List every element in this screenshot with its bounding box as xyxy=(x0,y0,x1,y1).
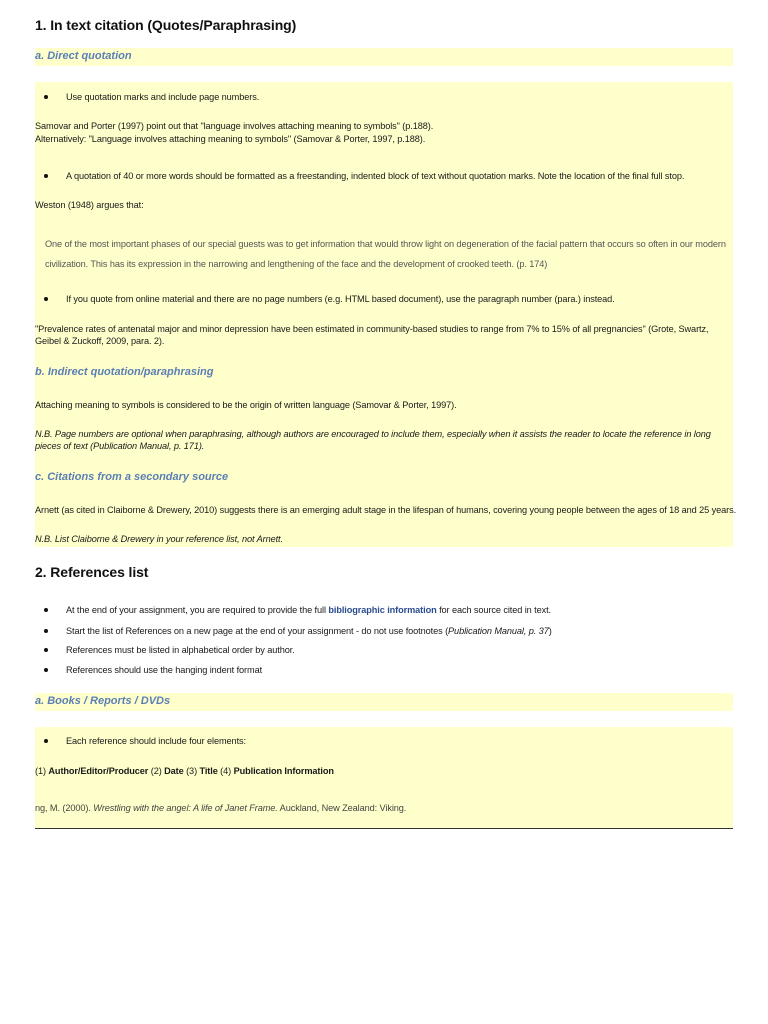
weston-block-quote: One of the most important phases of our special guests was to get information that would throw light on degeneration of the facial pattern that occurs so often in our modern civilization. This has its expression in the narrowing and lengthening of the face and the development of crooked teeth. (p. 174) xyxy=(45,239,726,269)
bottom-rule xyxy=(35,828,733,829)
secondary-source-example: Arnett (as cited in Claiborne & Drewery, 2010) suggests there is an emerging adult stage in the lifespan of humans, covering young people between the ages of 18 and 25 years. xyxy=(35,505,737,515)
bullet-hanging-indent: References should use the hanging indent format xyxy=(66,665,263,675)
element-number: (3) xyxy=(186,766,198,776)
indirect-quotation-heading: b. Indirect quotation/paraphrasing xyxy=(35,366,214,378)
bullet-marker xyxy=(44,174,48,178)
element-date: Date xyxy=(164,766,184,776)
secondary-source-note: N.B. List Claiborne & Drewery in your reference list, not Arnett. xyxy=(35,534,283,544)
example-samovar-line-1: Samovar and Porter (1997) point out that "language involves attaching meaning to symbols" (p.188). xyxy=(35,121,434,131)
bullet-bibliographic-info xyxy=(66,604,551,616)
bullet-alphabetical: References must be listed in alphabetical order by author. xyxy=(66,645,295,655)
bullet-text: At the end of your assignment, you are required to provide the full xyxy=(66,605,329,615)
bullet-text: for each source cited in text. xyxy=(436,605,551,615)
bullet-text: Start the list of References on a new page at the end of your assignment - do not use footnotes ( xyxy=(66,626,449,636)
bullet-quotation-marks: Use quotation marks and include page numbers. xyxy=(66,92,260,102)
element-number: (4) xyxy=(220,766,232,776)
indirect-example: Attaching meaning to symbols is considered to be the origin of written language (Samovar & Porter, 1997). xyxy=(35,400,457,410)
publication-manual-ref: Publication Manual, p. 37 xyxy=(448,626,549,636)
online-quote-example: "Prevalence rates of antenatal major and minor depression have been estimated in community-based studies to range from 7% to 15% of all pregnancies" (Grote, Swartz, Geibel & Zuckoff, 2009, para. 2). xyxy=(35,324,709,346)
bullet-new-page xyxy=(66,625,552,637)
element-publication-info: Publication Information xyxy=(233,766,334,776)
reference-publisher: Auckland, New Zealand: Viking. xyxy=(277,803,407,813)
direct-quotation-heading: a. Direct quotation xyxy=(35,50,132,62)
bullet-marker xyxy=(44,608,48,612)
section-2-title: 2. References list xyxy=(35,564,149,580)
bibliographic-information-link[interactable]: bibliographic information xyxy=(328,605,437,615)
element-title: Title xyxy=(199,766,218,776)
bullet-marker xyxy=(44,297,48,301)
secondary-source-heading: c. Citations from a secondary source xyxy=(35,471,229,483)
reference-title: Wrestling with the angel: A life of Janet Frame. xyxy=(93,803,278,813)
direct-quotation-heading-band xyxy=(35,48,733,66)
weston-intro: Weston (1948) argues that: xyxy=(35,200,144,210)
bullet-online-material: If you quote from online material and there are no page numbers (e.g. HTML based document), use the paragraph number (para.) instead. xyxy=(66,294,615,304)
books-heading: a. Books / Reports / DVDs xyxy=(35,695,171,707)
bullet-four-elements: Each reference should include four elements: xyxy=(66,736,246,746)
element-number: (1) xyxy=(35,766,46,776)
bullet-marker xyxy=(44,668,48,672)
bullet-marker xyxy=(44,629,48,633)
element-number: (2) xyxy=(150,766,162,776)
bullet-marker xyxy=(44,739,48,743)
bullet-block-quotation: A quotation of 40 or more words should be formatted as a freestanding, indented block of text without quotation marks. Note the location of the final full stop. xyxy=(66,171,685,181)
element-author: Author/Editor/Producer xyxy=(48,766,149,776)
bullet-marker xyxy=(44,648,48,652)
book-reference-example xyxy=(35,802,406,814)
example-samovar-line-2: Alternatively: "Language involves attaching meaning to symbols" (Samovar & Porter, 1997, p.188). xyxy=(35,134,426,144)
reference-author-date: ng, M. (2000). xyxy=(35,803,94,813)
bullet-text: ) xyxy=(548,626,552,636)
four-elements-list xyxy=(35,765,334,777)
indirect-note: N.B. Page numbers are optional when paraphrasing, although authors are encouraged to include them, especially when it assists the reader to locate the reference in long pieces of text (Publication Manual, p. 171). xyxy=(35,429,711,451)
bullet-marker xyxy=(44,95,48,99)
section-1-title: 1. In text citation (Quotes/Paraphrasing) xyxy=(35,17,297,33)
